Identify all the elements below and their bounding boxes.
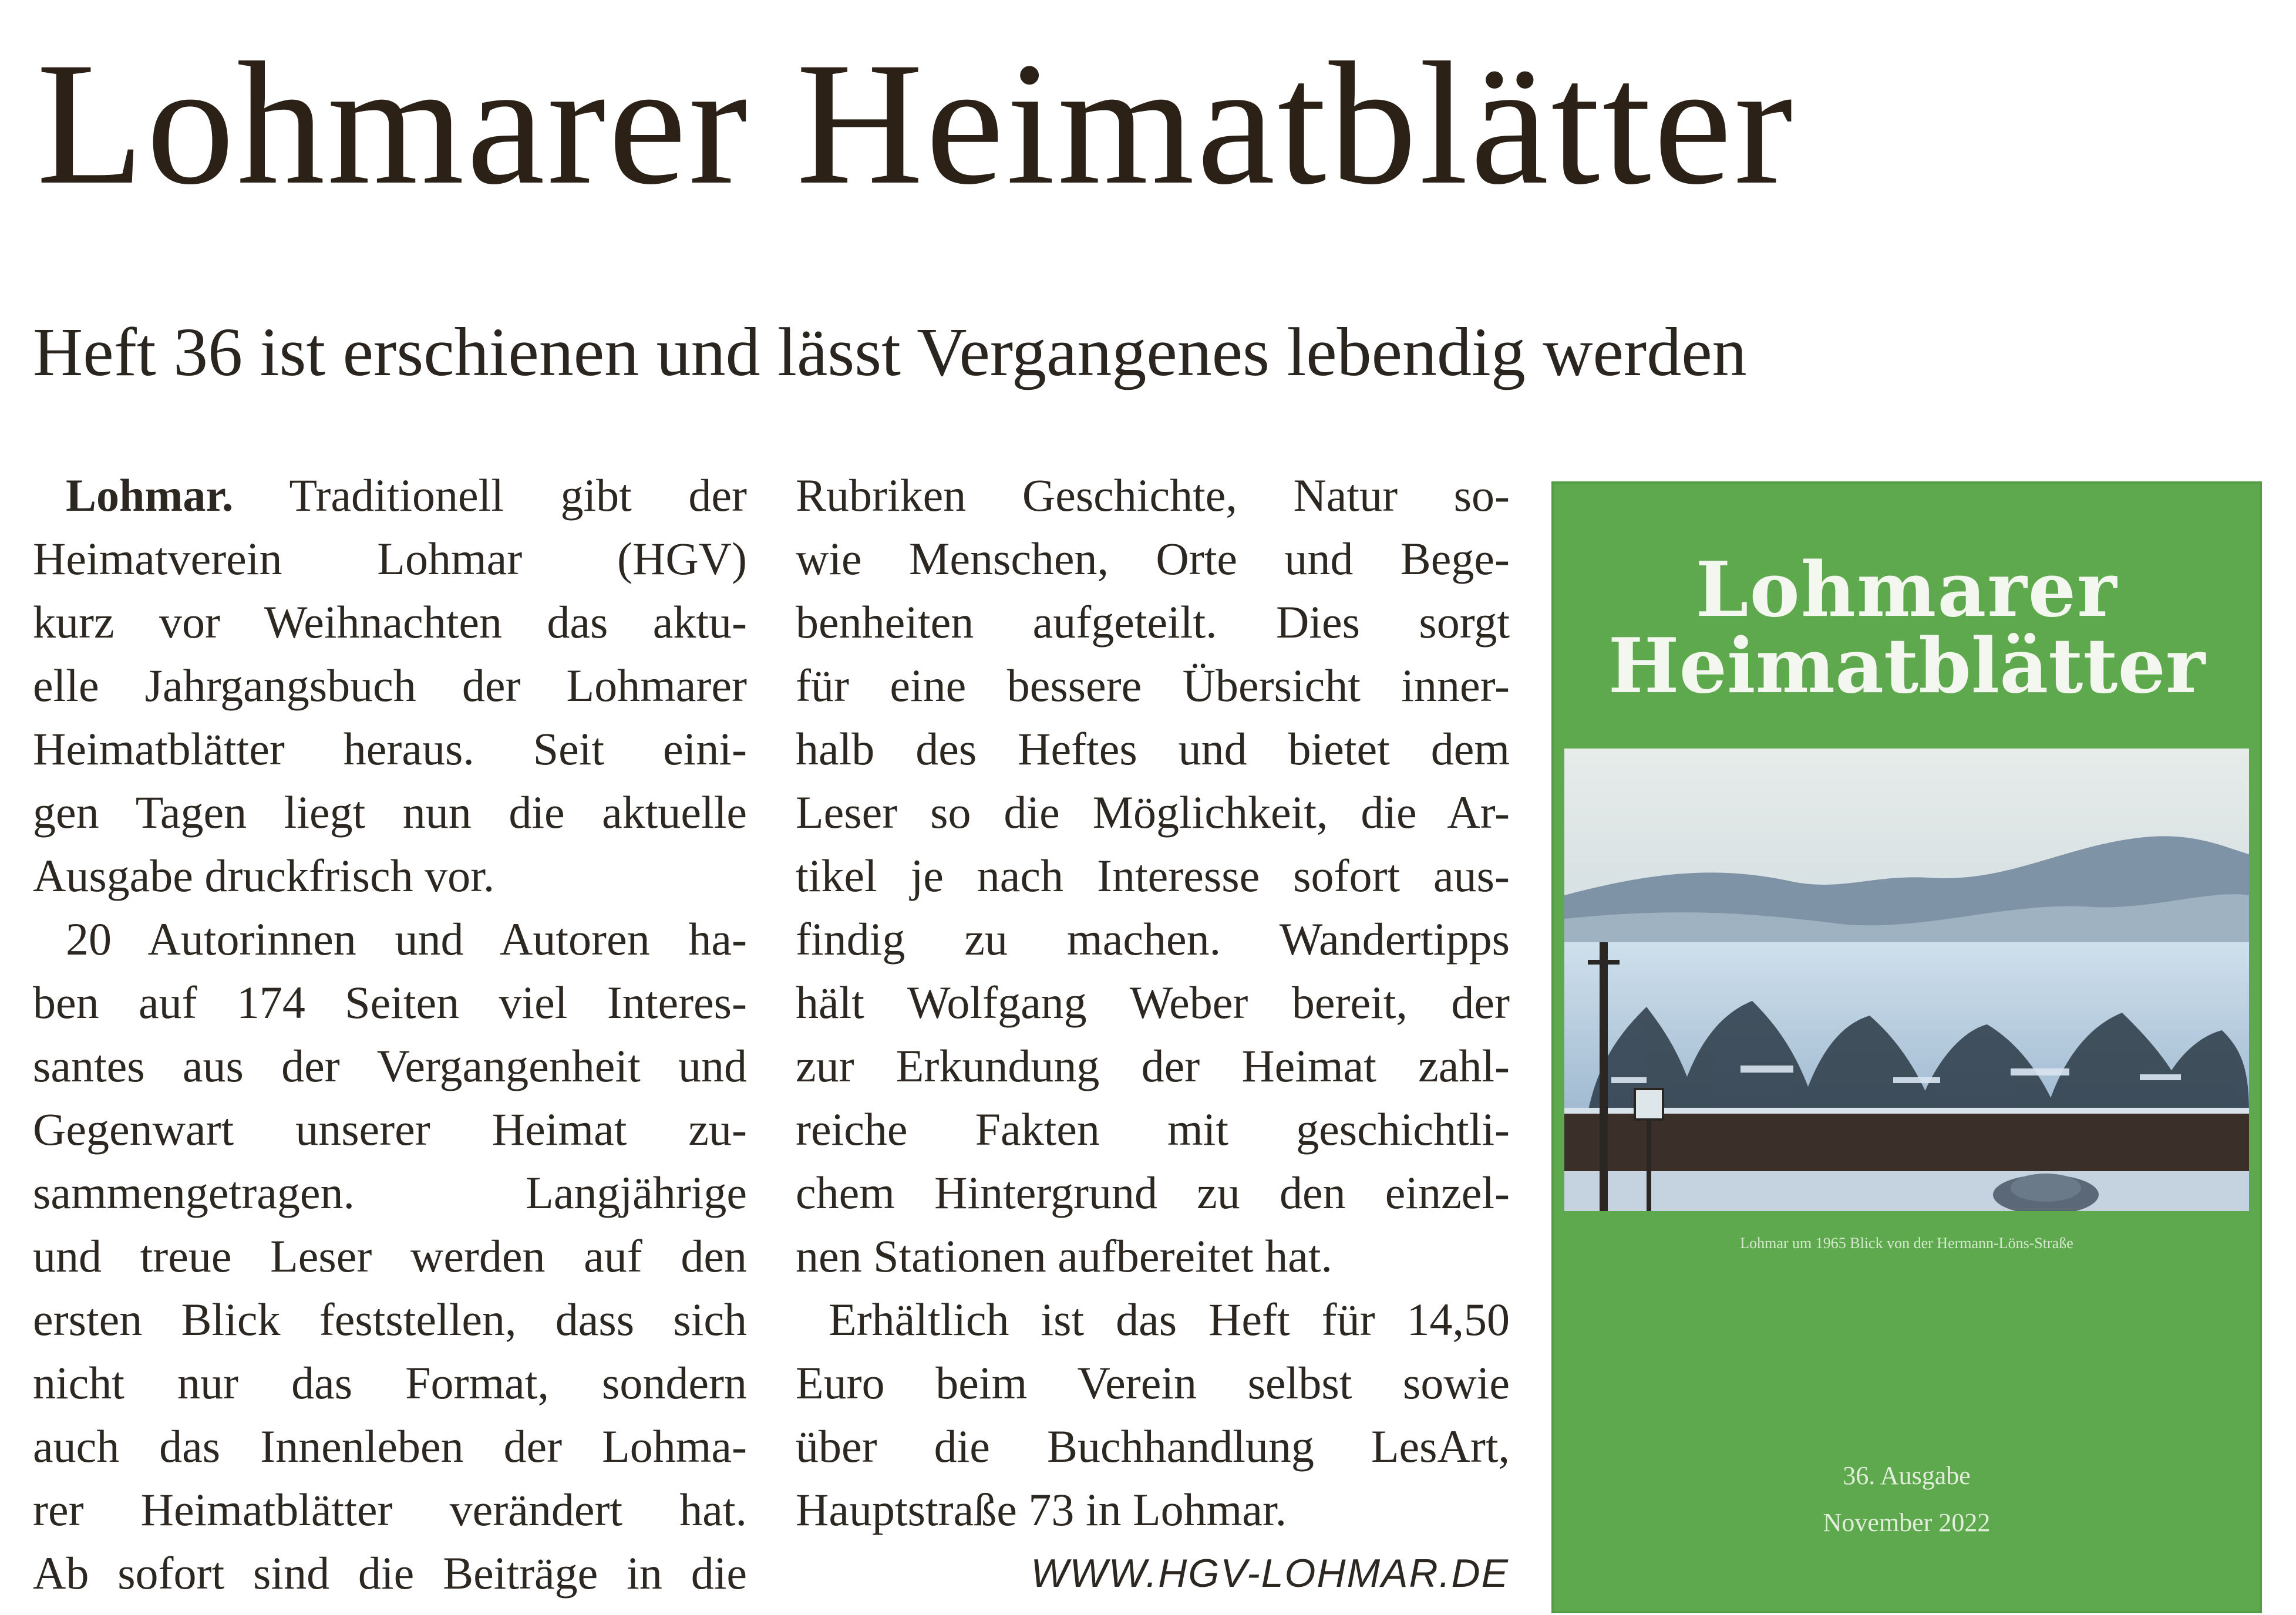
text-line: santes aus der Vergangenheit und bbox=[33, 1040, 747, 1091]
text-line: Gegenwart unserer Heimat zu- bbox=[33, 1104, 747, 1155]
text-line: benheiten aufgeteilt. Dies sorgt bbox=[796, 596, 1510, 648]
text-line: zur Erkundung der Heimat zahl- bbox=[796, 1040, 1510, 1091]
text-line: Lohmar. Traditionell gibt der bbox=[66, 470, 747, 521]
text-line: rer Heimatblätter verändert hat. bbox=[33, 1484, 747, 1535]
text-line: halb des Heftes und bietet dem bbox=[796, 723, 1510, 774]
text-line: nicht nur das Format, sondern bbox=[33, 1357, 747, 1408]
text-line: Hauptstraße 73 in Lohmar. bbox=[796, 1484, 1287, 1535]
text-line: elle Jahrgangsbuch der Lohmarer bbox=[33, 660, 747, 711]
text-line: sammengetragen. Langjährige bbox=[33, 1167, 747, 1218]
text-line: wie Menschen, Orte und Bege- bbox=[796, 533, 1510, 584]
text-line: über die Buchhandlung LesArt, bbox=[796, 1421, 1510, 1472]
text-line: Ausgabe druckfrisch vor. bbox=[33, 850, 495, 901]
cover-title-line-2: Heimatblätter bbox=[1608, 622, 2206, 710]
text-line: reiche Fakten mit geschichtli- bbox=[796, 1104, 1510, 1155]
cover-issue-date: November 2022 bbox=[1823, 1508, 1991, 1537]
text-line: für eine bessere Übersicht inner- bbox=[796, 660, 1510, 711]
book-cover bbox=[1551, 481, 2262, 1613]
cover-photo bbox=[1564, 749, 2249, 1211]
text-line: nen Stationen aufbereitet hat. bbox=[796, 1230, 1332, 1282]
text-line: findig zu machen. Wandertipps bbox=[796, 913, 1510, 965]
text-line: Heimatverein Lohmar (HGV) bbox=[33, 533, 747, 584]
text-line: 20 Autorinnen und Autoren ha- bbox=[66, 913, 747, 965]
text-line: Ab sofort sind die Beiträge in die bbox=[33, 1547, 747, 1599]
text-line: Heimatblätter heraus. Seit eini- bbox=[33, 723, 747, 774]
text-line: Rubriken Geschichte, Natur so- bbox=[796, 470, 1510, 521]
text-line: Leser so die Möglichkeit, die Ar- bbox=[796, 787, 1510, 838]
text-line: ersten Blick feststellen, dass sich bbox=[33, 1294, 747, 1345]
dateline: Lohmar. bbox=[66, 470, 234, 521]
text-line: und treue Leser werden auf den bbox=[33, 1230, 747, 1282]
text-line: Erhältlich ist das Heft für 14,50 bbox=[829, 1294, 1510, 1345]
text-line: kurz vor Weihnachten das aktu- bbox=[33, 596, 747, 648]
text-line: Euro beim Verein selbst sowie bbox=[796, 1357, 1510, 1408]
cover-issue-number: 36. Ausgabe bbox=[1843, 1461, 1971, 1490]
article-headline: Lohmarer Heimatblätter bbox=[36, 26, 1795, 221]
cover-title-line-1: Lohmarer bbox=[1695, 546, 2118, 634]
text-line: gen Tagen liegt nun die aktuelle bbox=[33, 787, 747, 838]
text-line: ben auf 174 Seiten viel Interes- bbox=[33, 977, 747, 1028]
article-subheadline: Heft 36 ist erschienen und lässt Vergangenes lebendig werden bbox=[33, 313, 1747, 390]
cover-photo-caption: Lohmar um 1965 Blick von der Hermann-Löns-Straße bbox=[1740, 1235, 2073, 1252]
article-column-1 bbox=[33, 464, 747, 1605]
text-line: chem Hintergrund zu den einzel- bbox=[796, 1167, 1510, 1218]
article-column-2 bbox=[796, 464, 1510, 1542]
text-line: auch das Innenleben der Lohma- bbox=[33, 1421, 747, 1472]
text-line: tikel je nach Interesse sofort aus- bbox=[796, 850, 1510, 901]
text-line: hält Wolfgang Weber bereit, der bbox=[796, 977, 1510, 1028]
website-link[interactable]: WWW.HGV-LOHMAR.DE bbox=[1031, 1551, 1509, 1596]
winter-landscape-image bbox=[1564, 749, 2249, 1211]
